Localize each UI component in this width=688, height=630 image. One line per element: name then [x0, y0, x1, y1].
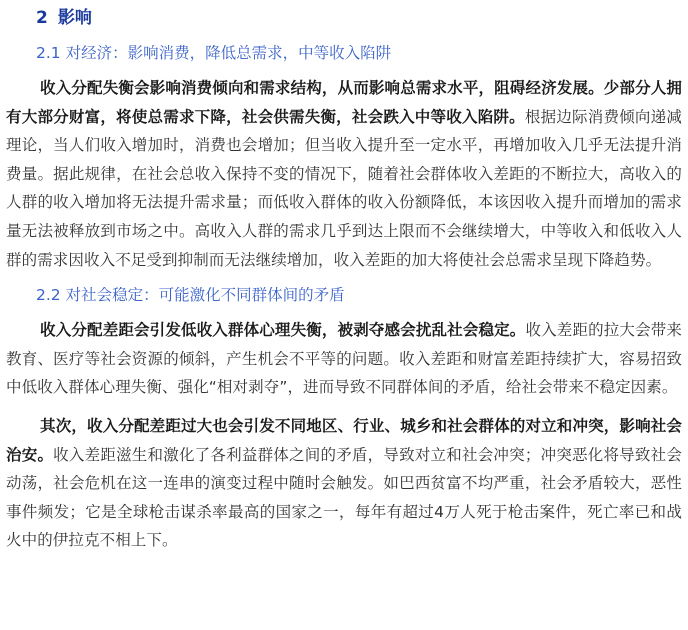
- subsection-heading-economy: 2.1 对经济：影响消费，降低总需求，中等收入陷阱: [36, 44, 392, 62]
- paragraph-text: 收入差距的拉大会带来教育、医疗等社会资源的倾斜，产生机会不平等的问题。收入差距和财富差距持续扩大，容易招致中低收入群体心理失衡、强化“相对剥夺”，进而导致不同群体间的矛盾，给社会带来不稳定因素。: [6, 321, 682, 397]
- paragraph-text: 收入差距滋生和激化了各利益群体之间的矛盾，导致对立和社会冲突；冲突恶化将导致社会动荡，社会危机在这一连串的演变过程中随时会触发。如巴西贫富不均严重，社会矛盾较大，恶性事件频发；它是全球枪击谋杀率最高的国家之一，每年有超过4万人死于枪击案件，死亡率已和战火中的伊拉克不相上下。: [6, 445, 682, 550]
- paragraph-economy: [6, 74, 682, 274]
- paragraph-lead: 其次，收入分配差距过大也会引发不同地区、行业、城乡和社会群体的对立和冲突，影响社会治安。: [6, 416, 682, 464]
- paragraph-stability-1: [6, 316, 682, 402]
- paragraph-lead: 收入分配差距会引发低收入群体心理失衡，被剥夺感会扰乱社会稳定。: [40, 321, 526, 340]
- paragraph-stability-2: [6, 412, 682, 555]
- paragraph-text: 根据边际消费倾向递减理论，当人们收入增加时，消费也会增加；但当收入提升至一定水平，再增加收入几乎无法提升消费量。据此规律，在社会总收入保持不变的情况下，随着社会群体收入差距的不断拉大，高收入的人群的收入增加将无法提升需求量；而低收入群体的收入份额降低，本该因收入提升而增加的需求量无法被释放到市场之中。高收入人群的需求几乎到达上限而不会继续增大，中等收入和低收入人群的需求因收入不足受到抑制而无法继续增加，收入差距的加大将使社会总需求呈现下降趋势。: [6, 107, 682, 269]
- section-title: 影响: [57, 8, 92, 28]
- section-number: 2: [36, 8, 48, 28]
- paragraph-lead: 收入分配失衡会影响消费倾向和需求结构，从而影响总需求水平，阻碍经济发展。少部分人拥有大部分财富，将使总需求下降，社会供需失衡，社会跌入中等收入陷阱。: [6, 79, 682, 126]
- section-heading: [36, 6, 682, 30]
- subsection-heading-stability: 2.2 对社会稳定：可能激化不同群体间的矛盾: [36, 286, 345, 305]
